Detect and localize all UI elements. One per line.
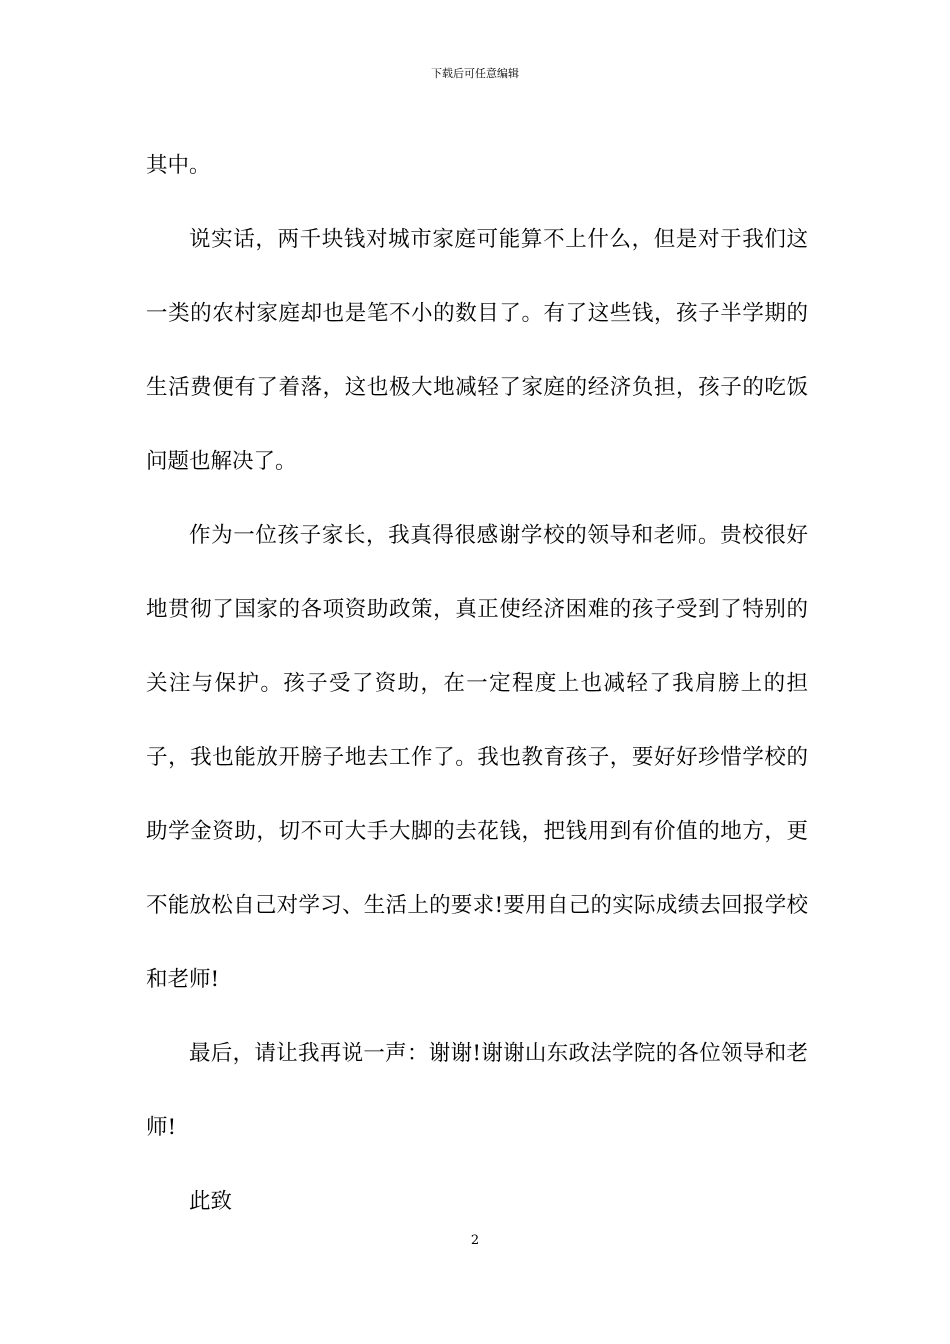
page-header: 下载后可任意编辑 [431, 67, 519, 80]
document-body [146, 129, 808, 1239]
paragraph-continuation: 其中。 [146, 153, 211, 178]
paragraph: 说实话，两千块钱对城市家庭可能算不上什么，但是对于我们这一类的农村家庭却也是笔不小的数目了。有了这些钱，孩子半学期的生活费便有了着落，这也极大地减轻了家庭的经济负担，孩子的吃饭问题也解决了。 [146, 227, 808, 474]
closing-salutation: 此致 [189, 1189, 233, 1214]
page-number: 2 [470, 1233, 480, 1248]
paragraph: 作为一位孩子家长，我真得很感谢学校的领导和老师。贵校很好地贯彻了国家的各项资助政策，真正使经济困难的孩子受到了特别的关注与保护。孩子受了资助，在一定程度上也减轻了我肩膀上的担子，我也能放开膀子地去工作了。我也教育孩子，要好好珍惜学校的助学金资助，切不可大手大脚的去花钱，把钱用到有价值的地方，更不能放松自己对学习、生活上的要求!要用自己的实际成绩去回报学校和老师! [146, 523, 808, 992]
paragraph: 最后，请让我再说一声：谢谢!谢谢山东政法学院的各位领导和老师! [146, 1041, 808, 1140]
